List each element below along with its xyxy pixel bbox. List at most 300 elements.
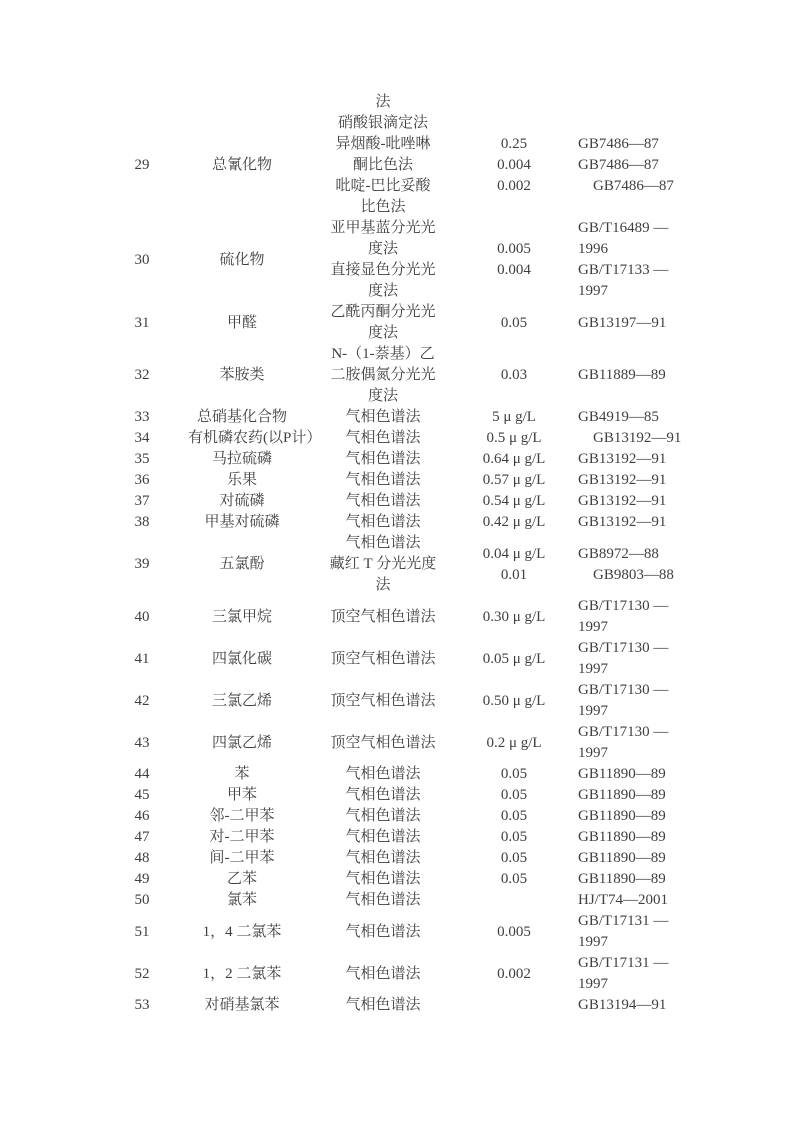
name-line: 对-二甲苯 (209, 829, 275, 845)
method-line: 度法 (367, 241, 398, 257)
value-line: 0.005 (497, 241, 531, 257)
num-line: 51 (134, 923, 150, 940)
num-cell (96, 995, 188, 1016)
name-line: 甲基对硫磷 (204, 514, 280, 530)
name-line: 间-二甲苯 (209, 850, 275, 866)
table-row (96, 722, 704, 764)
value-cell (470, 827, 558, 848)
name-cell (188, 785, 296, 806)
method-cell (296, 596, 470, 638)
num-cell (96, 953, 188, 995)
standard-line: GB7486—87 (578, 178, 674, 194)
num-line (96, 103, 188, 124)
method-line: N-（1-萘基）乙 (331, 346, 435, 362)
method-cell (296, 680, 470, 722)
value-cell (470, 134, 558, 218)
name-line: 甲苯 (226, 787, 257, 803)
num-line: 36 (134, 472, 150, 488)
method-cell (296, 512, 470, 533)
standard-line: GB/T17131 — (578, 955, 669, 971)
name-cell (188, 449, 296, 470)
standard-line: GB13194—91 (578, 997, 667, 1013)
value-line: 0.05 (500, 787, 528, 803)
value-cell (470, 890, 558, 911)
table-row (96, 953, 704, 995)
method-cell (296, 470, 470, 491)
name-cell (188, 764, 296, 785)
num-line: 29 (134, 157, 150, 173)
num-cell (96, 491, 188, 512)
method-line: 气相色谱法 (345, 493, 421, 509)
value-line: 0.05 (500, 850, 528, 866)
method-line: 气相色谱法 (345, 923, 421, 940)
table-row (96, 869, 704, 890)
name-line: 邻-二甲苯 (209, 808, 275, 824)
standard-line: GB13192—91 (578, 493, 667, 509)
table-row (96, 218, 704, 302)
value-cell (470, 722, 558, 764)
method-line: 顶空气相色谱法 (330, 650, 436, 667)
name-line: 乐果 (226, 472, 257, 488)
standard-line: 1997 (578, 745, 608, 761)
value-line: 0.57 μ g/L (482, 472, 546, 488)
standard-line: GB11890—89 (578, 766, 666, 782)
standard-cell (558, 218, 704, 302)
value-line: 0.50 μ g/L (482, 692, 546, 709)
method-cell (296, 134, 470, 218)
method-line: 顶空气相色谱法 (330, 692, 436, 709)
value-cell (470, 344, 558, 407)
method-cell (296, 491, 470, 512)
name-cell (188, 218, 296, 302)
name-cell (188, 470, 296, 491)
name-cell (188, 134, 296, 218)
standard-cell (558, 764, 704, 785)
name-cell (188, 848, 296, 869)
standard-line: GB11890—89 (578, 787, 666, 803)
method-line: 酮比色法 (352, 157, 413, 173)
table-row (96, 407, 704, 428)
num-cell (96, 764, 188, 785)
table-row (96, 533, 704, 596)
method-line: 法 (375, 577, 391, 593)
name-line: 对硫磷 (219, 493, 265, 509)
num-cell (96, 218, 188, 302)
num-cell (96, 134, 188, 218)
standard-line: GB7486—87 (578, 157, 659, 173)
value-line: 0.05 (500, 314, 528, 331)
method-cell (296, 827, 470, 848)
value-cell (470, 680, 558, 722)
standard-line: GB11890—89 (578, 808, 666, 824)
num-line: 30 (134, 251, 150, 268)
method-line: 吡啶-巴比妥酸 (335, 178, 431, 194)
method-line: 异烟酸-吡唑啉 (335, 136, 431, 152)
standard-line: GB/T17131 — (578, 913, 669, 929)
value-cell (470, 764, 558, 785)
standard-line: GB7486—87 (578, 136, 659, 152)
num-line: 42 (134, 692, 150, 709)
value-line: 0.005 (497, 923, 531, 940)
standard-cell (558, 848, 704, 869)
value-cell (470, 512, 558, 533)
name-line: 四氯乙烯 (211, 734, 272, 751)
num-cell (96, 344, 188, 407)
standard-line: GB/T17130 — (578, 724, 669, 740)
value-line (470, 197, 558, 218)
num-cell (96, 638, 188, 680)
num-line: 47 (134, 829, 150, 845)
table-row (96, 995, 704, 1016)
method-line: 比色法 (360, 199, 406, 215)
value-line (470, 890, 558, 911)
standard-line (578, 197, 704, 218)
value-cell (470, 407, 558, 428)
standard-cell (558, 533, 704, 596)
name-cell (188, 806, 296, 827)
num-cell (96, 302, 188, 344)
num-line: 39 (134, 556, 150, 572)
method-cell (296, 302, 470, 344)
name-cell (188, 344, 296, 407)
num-cell (96, 533, 188, 596)
name-cell (188, 302, 296, 344)
name-line: 氯苯 (226, 892, 257, 908)
name-cell (188, 491, 296, 512)
num-cell (96, 827, 188, 848)
table-row (96, 512, 704, 533)
num-line: 31 (134, 314, 150, 331)
name-line: 乙苯 (226, 871, 257, 887)
num-line: 52 (134, 965, 150, 982)
method-line: 气相色谱法 (345, 787, 421, 803)
standard-line: GB4919—85 (578, 409, 659, 425)
method-line: 气相色谱法 (345, 409, 421, 425)
standard-cell (558, 491, 704, 512)
value-line: 0.002 (497, 965, 531, 982)
num-cell (96, 449, 188, 470)
num-line: 41 (134, 650, 150, 667)
table-row (96, 785, 704, 806)
num-line (96, 197, 188, 218)
method-cell (296, 764, 470, 785)
standard-line: HJ/T74—2001 (578, 892, 668, 908)
standard-cell (558, 722, 704, 764)
num-cell (96, 848, 188, 869)
name-cell (188, 407, 296, 428)
method-line: 乙酰丙酮分光光 (330, 304, 436, 320)
standard-cell (558, 449, 704, 470)
value-line: 0.05 (500, 829, 528, 845)
name-line: 五氯酚 (219, 556, 265, 572)
num-cell (96, 470, 188, 491)
value-cell (470, 848, 558, 869)
name-line: 总氰化物 (211, 157, 272, 173)
standard-cell (558, 512, 704, 533)
num-line: 40 (134, 608, 150, 625)
method-cell (296, 806, 470, 827)
standard-line: GB13192—91 (578, 451, 667, 467)
value-line: 0.004 (497, 157, 531, 173)
method-line: 气相色谱法 (345, 472, 421, 488)
value-line: 0.05 (500, 808, 528, 824)
table-row (96, 890, 704, 911)
name-cell (188, 869, 296, 890)
value-line: 0.002 (497, 178, 531, 194)
standard-cell (558, 953, 704, 995)
method-cell (296, 344, 470, 407)
value-cell (470, 806, 558, 827)
name-cell (188, 953, 296, 995)
standard-line: 1997 (578, 703, 608, 719)
standard-line: 1997 (578, 976, 608, 992)
value-line: 0.04 μ g/L (482, 545, 546, 562)
standard-cell (558, 911, 704, 953)
table-row (96, 806, 704, 827)
standard-cell (558, 785, 704, 806)
table-row (96, 638, 704, 680)
standard-cell (558, 638, 704, 680)
name-line: 有机磷农药(以P计） (188, 430, 322, 446)
value-cell (470, 449, 558, 470)
name-line (188, 197, 296, 218)
name-cell (188, 911, 296, 953)
method-line: 直接显色分光光 (330, 262, 436, 278)
name-cell (188, 827, 296, 848)
num-line: 32 (134, 367, 150, 383)
name-cell (188, 890, 296, 911)
standard-cell (558, 92, 704, 134)
name-cell (188, 638, 296, 680)
standard-line: GB13192—91 (578, 472, 667, 488)
num-cell (96, 92, 188, 134)
method-line: 亚甲基蓝分光光 (330, 220, 436, 236)
method-cell (296, 953, 470, 995)
num-line: 37 (134, 493, 150, 509)
method-line: 藏红 T 分光光度 (329, 556, 437, 572)
table-row (96, 911, 704, 953)
num-cell (96, 869, 188, 890)
value-cell (470, 995, 558, 1016)
standard-line: 1997 (578, 619, 608, 635)
num-line: 46 (134, 808, 150, 824)
method-line: 气相色谱法 (345, 850, 421, 866)
num-cell (96, 722, 188, 764)
num-line: 38 (134, 514, 150, 530)
method-cell (296, 722, 470, 764)
table-row (96, 344, 704, 407)
name-line: 对硝基氯苯 (204, 997, 280, 1013)
num-cell (96, 596, 188, 638)
value-cell (470, 302, 558, 344)
value-line: 0.05 μ g/L (482, 650, 546, 667)
num-line: 53 (134, 997, 150, 1013)
num-line (96, 176, 188, 197)
standard-cell (558, 470, 704, 491)
method-cell (296, 995, 470, 1016)
standard-line: GB8972—88 (578, 545, 659, 562)
method-line: 法 (375, 94, 391, 110)
method-line: 二胺偶氮分光光 (330, 367, 436, 383)
name-line: 总硝基化合物 (196, 409, 287, 425)
value-line: 0.5 μ g/L (486, 430, 542, 446)
name-cell (188, 512, 296, 533)
num-line: 49 (134, 871, 150, 887)
standard-cell (558, 869, 704, 890)
method-line: 气相色谱法 (345, 514, 421, 530)
value-cell (470, 785, 558, 806)
method-line: 气相色谱法 (345, 997, 421, 1013)
standard-line: 1997 (578, 283, 608, 299)
value-cell (470, 428, 558, 449)
value-cell (470, 869, 558, 890)
method-cell (296, 785, 470, 806)
table-row (96, 302, 704, 344)
value-line: 5 μ g/L (492, 409, 536, 425)
name-cell (188, 92, 296, 134)
method-cell (296, 638, 470, 680)
num-cell (96, 428, 188, 449)
method-cell (296, 407, 470, 428)
name-cell (188, 596, 296, 638)
standard-line: GB13192—91 (578, 514, 667, 530)
value-line (470, 281, 558, 302)
name-line: 三氯甲烷 (211, 608, 272, 625)
value-cell (470, 596, 558, 638)
name-line: 1，2 二氯苯 (202, 965, 282, 982)
num-line: 45 (134, 787, 150, 803)
standard-cell (558, 890, 704, 911)
method-line: 度法 (367, 325, 398, 341)
name-line (188, 176, 296, 197)
table-row (96, 134, 704, 218)
num-line (96, 134, 188, 155)
num-cell (96, 890, 188, 911)
value-line: 0.64 μ g/L (482, 451, 546, 467)
standard-line: GB9803—88 (578, 566, 674, 583)
method-line: 顶空气相色谱法 (330, 734, 436, 751)
value-line: 0.05 (500, 766, 528, 782)
method-cell (296, 890, 470, 911)
standard-line: GB11889—89 (578, 367, 666, 383)
num-line: 33 (134, 409, 150, 425)
standard-cell (558, 344, 704, 407)
num-cell (96, 680, 188, 722)
value-line (470, 218, 558, 239)
method-cell (296, 533, 470, 596)
num-line: 43 (134, 734, 150, 751)
standard-line: 1997 (578, 934, 608, 950)
table-row (96, 428, 704, 449)
method-line: 气相色谱法 (345, 829, 421, 845)
value-cell (470, 491, 558, 512)
method-line: 气相色谱法 (345, 535, 421, 551)
value-line: 0.25 (500, 136, 528, 152)
standard-cell (558, 827, 704, 848)
method-line: 度法 (367, 283, 398, 299)
method-cell (296, 911, 470, 953)
standard-cell (558, 806, 704, 827)
num-line: 48 (134, 850, 150, 866)
num-cell (96, 911, 188, 953)
standard-line: GB/T16489 — (578, 220, 669, 236)
value-cell (470, 218, 558, 302)
standard-line: GB/T17130 — (578, 640, 669, 656)
standard-cell (558, 428, 704, 449)
value-line: 0.03 (500, 367, 528, 383)
name-cell (188, 533, 296, 596)
method-cell (296, 869, 470, 890)
name-line: 1，4 二氯苯 (202, 923, 282, 940)
table-row (96, 470, 704, 491)
table-row (96, 848, 704, 869)
name-cell (188, 995, 296, 1016)
method-line: 硝酸银滴定法 (337, 115, 428, 131)
standard-cell (558, 302, 704, 344)
num-line: 44 (134, 766, 150, 782)
value-cell (470, 911, 558, 953)
value-line: 0.2 μ g/L (486, 734, 542, 751)
method-line: 气相色谱法 (345, 892, 421, 908)
method-line: 气相色谱法 (345, 871, 421, 887)
name-cell (188, 722, 296, 764)
standard-line: GB11890—89 (578, 871, 666, 887)
method-line: 气相色谱法 (345, 965, 421, 982)
standard-line: GB/T17130 — (578, 598, 669, 614)
table-row (96, 92, 704, 134)
name-line: 苯 (234, 766, 250, 782)
standard-cell (558, 134, 704, 218)
standard-cell (558, 407, 704, 428)
value-line: 0.05 (500, 871, 528, 887)
standard-line: GB11890—89 (578, 829, 666, 845)
standard-cell (558, 596, 704, 638)
standard-line: GB/T17133 — (578, 262, 669, 278)
method-cell (296, 218, 470, 302)
standard-line: 1997 (578, 661, 608, 677)
num-line: 34 (134, 430, 150, 446)
table-row (96, 764, 704, 785)
value-cell (470, 953, 558, 995)
standard-line: GB13197—91 (578, 314, 667, 331)
method-line: 气相色谱法 (345, 451, 421, 467)
method-line: 度法 (367, 388, 398, 404)
name-cell (188, 428, 322, 449)
table-row (96, 596, 704, 638)
method-line: 气相色谱法 (345, 430, 421, 446)
num-cell (96, 407, 188, 428)
value-cell (470, 533, 558, 596)
name-line: 硫化物 (219, 251, 265, 268)
value-line: 0.54 μ g/L (482, 493, 546, 509)
name-line: 三氯乙烯 (211, 692, 272, 709)
method-cell (296, 449, 470, 470)
table-row (96, 491, 704, 512)
name-line (188, 103, 296, 124)
standard-line: GB/T17130 — (578, 682, 669, 698)
method-cell (296, 848, 470, 869)
value-cell (470, 92, 558, 134)
name-cell (188, 680, 296, 722)
method-line: 气相色谱法 (345, 766, 421, 782)
value-line: 0.004 (497, 262, 531, 278)
table-row (96, 680, 704, 722)
standard-cell (558, 680, 704, 722)
standard-line: GB11890—89 (578, 850, 666, 866)
num-line: 35 (134, 451, 150, 467)
num-cell (96, 512, 188, 533)
num-cell (96, 785, 188, 806)
